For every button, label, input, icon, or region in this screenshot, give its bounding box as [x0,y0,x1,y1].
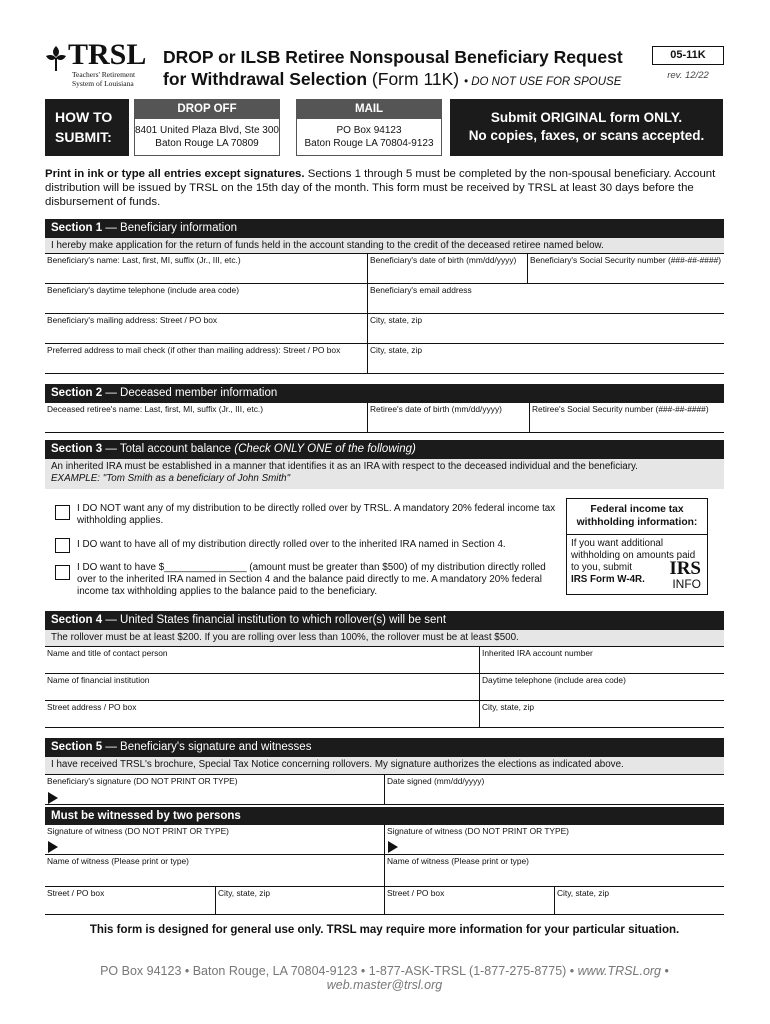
witness-signature-row [45,825,724,855]
retiree-name-field[interactable]: Deceased retiree's name: Last, first, MI, suffix (Jr., III, etc.) [47,404,264,414]
signature-arrow-icon [48,792,58,804]
mail-header: MAIL [296,99,442,119]
preferred-city-field[interactable]: City, state, zip [367,344,724,373]
option1-text: I DO NOT want any of my distribution to be directly rolled over by TRSL. A mandatory 20% federal income tax withholding applies. [77,503,556,526]
beneficiary-dob-field[interactable]: Beneficiary's date of birth (mm/dd/yyyy) [367,254,527,283]
witness2-street-field[interactable]: Street / PO box [384,887,554,914]
logo-subtitle: Teachers' Retirement System of Louisiana [72,70,136,88]
drop-off-address: 8401 United Plaza Blvd, Ste 300 Baton Rouge LA 70809 [134,119,280,156]
institution-city-field[interactable]: City, state, zip [479,701,724,727]
signature-row [45,774,724,805]
beneficiary-phone-field[interactable]: Beneficiary's daytime telephone (include area code) [47,285,240,295]
option2-checkbox[interactable] [55,538,70,553]
section1-note: I hereby make application for the return of funds held in the account standing to the credit of the deceased retiree named below. [45,238,724,254]
section2-row1 [45,403,724,433]
irs-info-link[interactable]: IRS INFO [669,558,701,591]
section5-note: I have received TRSL's brochure, Special Tax Notice concerning rollovers. My signature authorizes the elections as indicated above. [45,757,724,774]
section3-note: An inherited IRA must be established in a manner that identifies it as an IRA with respect to the deceased individual and the beneficiary. EXAMPLE: "Tom Smith as a beneficiary of John Smith" [45,459,724,489]
website-link[interactable]: www.TRSL.org [577,964,662,978]
how-to-submit-label: HOW TO SUBMIT: [45,99,129,156]
option1-checkbox[interactable] [55,505,70,520]
section4-note: The rollover must be at least $200. If you are rolling over less than 100%, the rollover must be at least $500. [45,630,724,647]
beneficiary-signature-field[interactable]: Beneficiary's signature (DO NOT PRINT OR TYPE) [45,775,384,804]
general-use-note: This form is designed for general use only. TRSL may require more information for your particular situation. [89,924,680,936]
revision-date: rev. 12/22 [667,70,709,81]
mail-box [296,99,442,156]
witness1-street-field[interactable]: Street / PO box [47,888,105,898]
logo-wordmark: TRSL [68,38,147,71]
federal-tax-header: Federal income tax withholding information: [567,499,707,535]
witness-address-row [45,887,724,915]
witness1-signature-field[interactable]: Signature of witness (DO NOT PRINT OR TYPE) [45,825,384,854]
federal-tax-info-box [566,498,708,595]
witness2-arrow-icon [388,841,398,853]
section4-row1 [45,647,724,674]
witness-name-row [45,855,724,887]
section3-header: Section 3 — Total account balance (Check ONLY ONE of the following) [45,440,724,459]
preferred-address-field[interactable]: Preferred address to mail check (if other than mailing address): Street / PO box [47,345,341,355]
option2-text: I DO want to have all of my distribution directly rolled over to the inherited IRA named in Section 4. [77,539,506,550]
section1-row4 [45,344,724,374]
beneficiary-mailing-field[interactable]: Beneficiary's mailing address: Street / PO box [47,315,218,325]
email-link[interactable]: web.master@trsl.org [326,978,443,992]
institution-phone-field[interactable]: Daytime telephone (include area code) [479,674,724,700]
section3-options [55,503,555,613]
witness2-name-field[interactable]: Name of witness (Please print or type) [384,855,724,886]
section2-header: Section 2 — Deceased member information [45,384,724,403]
witness1-arrow-icon [48,841,58,853]
section4-row2 [45,674,724,701]
section1-header: Section 1 — Beneficiary information [45,219,724,238]
contact-person-field[interactable]: Name and title of contact person [47,648,168,658]
beneficiary-city-field[interactable]: City, state, zip [367,314,724,343]
drop-off-box [134,99,280,156]
instructions-paragraph: Print in ink or type all entries except signatures. Sections 1 through 5 must be completed by the non-spousal beneficiary. Account distribution will be issued by TRSL on the 15th day of the month. This form must be received by TRSL at least 30 days before the disbursement of funds. [45,168,716,208]
mail-address: PO Box 94123 Baton Rouge LA 70804-9123 [296,119,442,156]
ira-account-field[interactable]: Inherited IRA account number [479,647,724,673]
witness2-signature-field[interactable]: Signature of witness (DO NOT PRINT OR TYPE) [384,825,724,854]
form-title-line2: for Withdrawal Selection (Form 11K) • DO NOT USE FOR SPOUSE [163,69,622,89]
institution-name-field[interactable]: Name of financial institution [47,675,150,685]
section4-header: Section 4 — United States financial institution to which rollover(s) will be sent [45,611,724,630]
date-signed-field[interactable]: Date signed (mm/dd/yyyy) [384,775,724,804]
section1-row2 [45,284,724,314]
form-title-line1: DROP or ILSB Retiree Nonspousal Beneficiary Request [163,47,623,67]
submit-original-notice: Submit ORIGINAL form ONLY. No copies, faxes, or scans accepted. [450,99,723,156]
beneficiary-email-field[interactable]: Beneficiary's email address [367,284,724,313]
section4-row3 [45,701,724,728]
option3-checkbox[interactable] [55,565,70,580]
footer-contact: PO Box 94123 • Baton Rouge, LA 70804-9123 • 1-877-ASK-TRSL (1-877-275-8775) • www.TRSL.org • web.master@trsl.org [100,964,669,992]
retiree-dob-field[interactable]: Retiree's date of birth (mm/dd/yyyy) [367,403,529,432]
section1-row3 [45,314,724,344]
trsl-logo-icon [44,44,68,72]
witness2-city-field[interactable]: City, state, zip [554,887,724,914]
beneficiary-name-field[interactable]: Beneficiary's name: Last, first, MI, suffix (Jr., III, etc.) [47,255,241,265]
option3-text: I DO want to have $_______________ (amount must be greater than $500) of my distribution directly rolled over to the inherited IRA named in Section 4 and the balance paid directly to me. A mandatory 20% federal income tax withholding applies to the balance paid to the beneficiary. [77,562,546,597]
drop-off-header: DROP OFF [134,99,280,119]
retiree-ssn-field[interactable]: Retiree's Social Security number (###-##-####) [529,403,724,432]
form-number: 05-11K [652,46,724,65]
section1-row1 [45,254,724,284]
institution-street-field[interactable]: Street address / PO box [47,702,137,712]
beneficiary-ssn-field[interactable]: Beneficiary's Social Security number (###-##-####) [527,254,724,283]
witness1-city-field[interactable]: City, state, zip [215,887,384,914]
federal-tax-body: If you want additional withholding on amounts paid to you, submit IRS Form W-4R. [571,538,696,585]
witness1-name-field[interactable]: Name of witness (Please print or type) [47,856,189,866]
witness-header: Must be witnessed by two persons [45,807,724,825]
section5-header: Section 5 — Beneficiary's signature and witnesses [45,738,724,757]
